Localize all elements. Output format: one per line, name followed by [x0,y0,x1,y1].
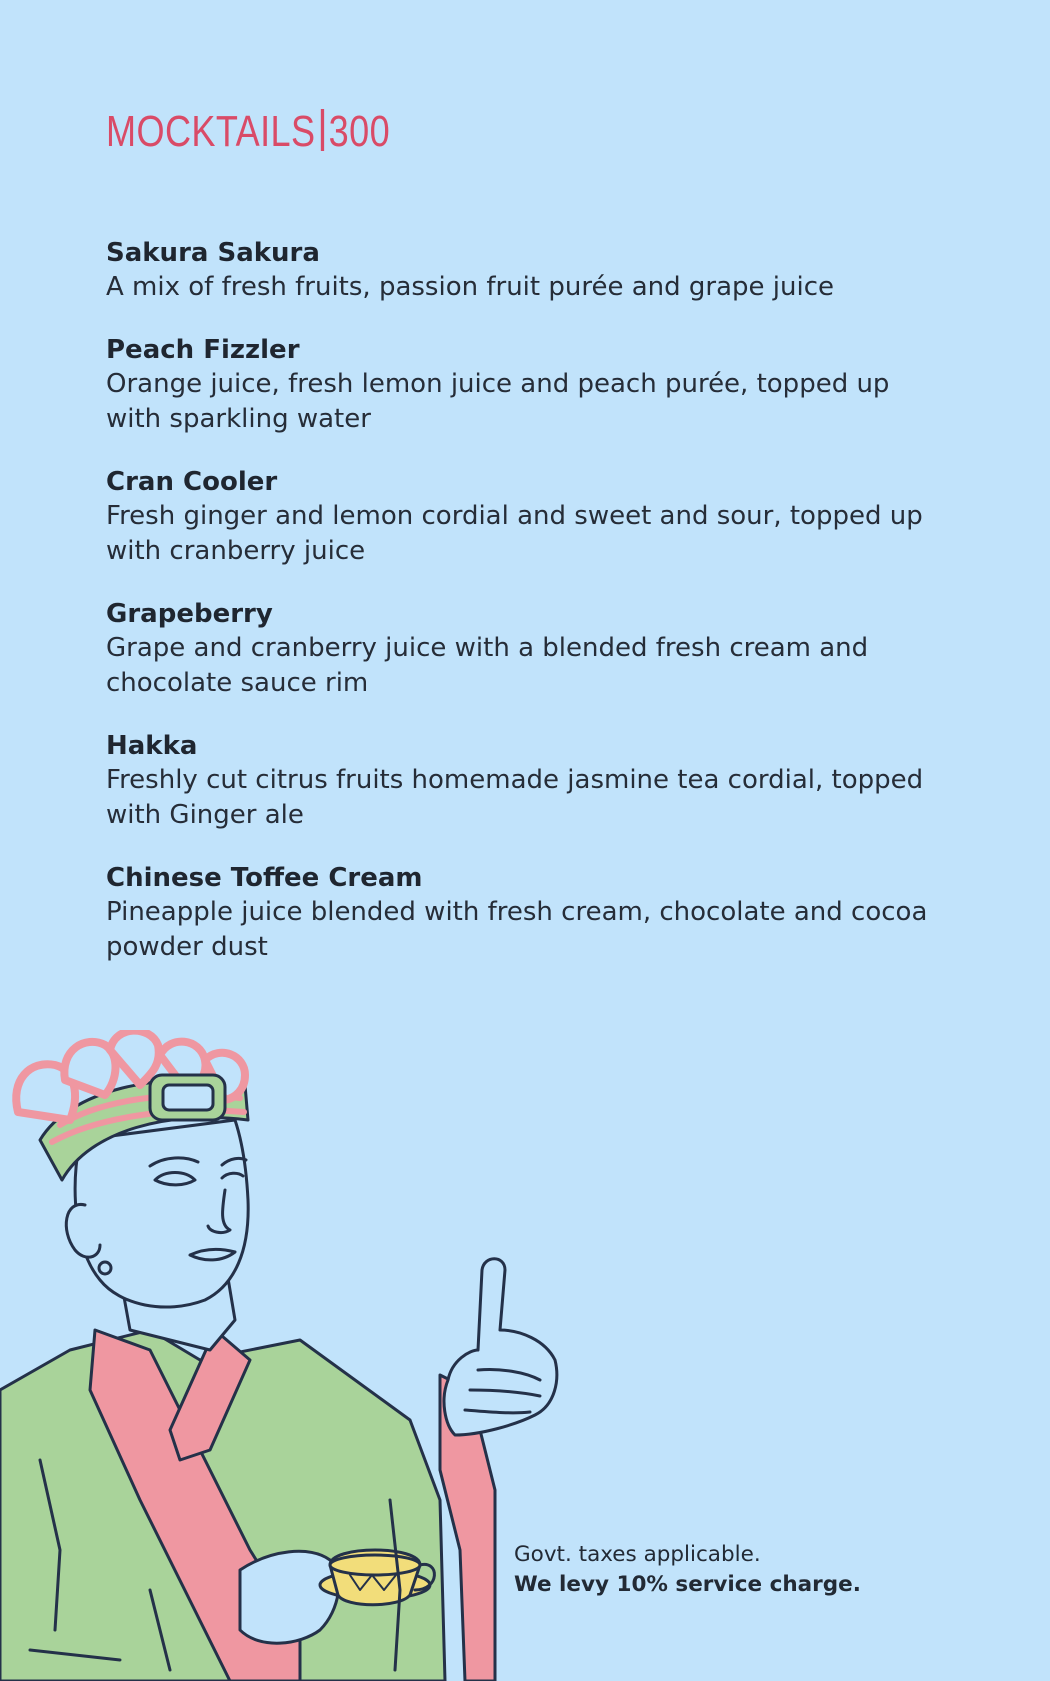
menu-item-chinese-toffee-cream [106,861,936,965]
item-name: Peach Fizzler [106,335,300,365]
menu-item-sakura-sakura [106,236,936,305]
mocktail-list [106,236,936,993]
item-description: Fresh ginger and lemon cordial and sweet and sour, topped up with cranberry juice [106,501,923,566]
menu-item-peach-fizzler [106,333,936,437]
title-separator [320,109,323,151]
menu-item-hakka [106,729,936,833]
section-price: 300 [328,107,391,156]
item-name: Cran Cooler [106,467,278,497]
item-description: Freshly cut citrus fruits homemade jasmine tea cordial, topped with Ginger ale [106,765,924,830]
item-name: Sakura Sakura [106,238,320,268]
menu-item-cran-cooler [106,465,936,569]
service-charge-note: We levy 10% service charge. [514,1572,861,1597]
section-title-text: MOCKTAILS [106,107,316,156]
item-description: Grape and cranberry juice with a blended fresh cream and chocolate sauce rim [106,633,869,698]
item-name: Hakka [106,731,198,761]
item-description: Orange juice, fresh lemon juice and peach purée, topped up with sparkling water [106,369,890,434]
menu-item-grapeberry [106,597,936,701]
item-name: Chinese Toffee Cream [106,863,423,893]
item-name: Grapeberry [106,599,273,629]
footer-notes [514,1540,861,1600]
menu-section-title [106,104,390,160]
figure-thumbs-up-with-teacup-illustration [0,1030,580,1681]
item-description: Pineapple juice blended with fresh cream, chocolate and cocoa powder dust [106,897,928,962]
tax-note: Govt. taxes applicable. [514,1542,761,1567]
item-description: A mix of fresh fruits, passion fruit purée and grape juice [106,272,834,302]
